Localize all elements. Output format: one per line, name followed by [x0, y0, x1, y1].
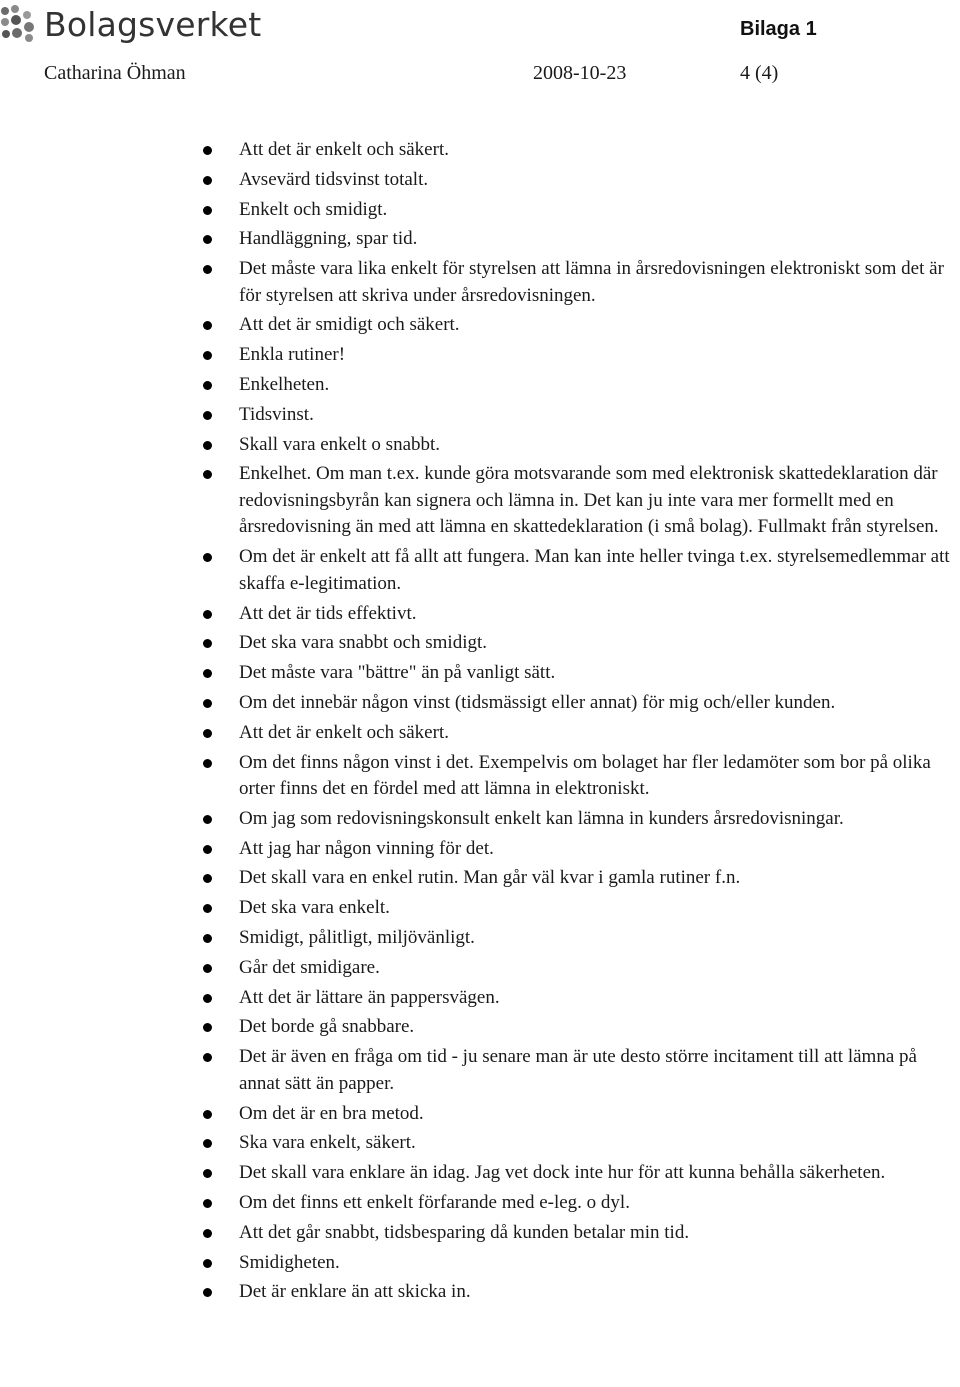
- bullet-icon: [203, 729, 212, 738]
- list-item-text: Om det finns någon vinst i det. Exempelvis om bolaget har fler ledamöter som bor på olika orter finns det en fördel med att lämna in elektroniskt.: [239, 751, 931, 800]
- list-item-text: Om det innebär någon vinst (tidsmässigt eller annat) för mig och/eller kunden.: [239, 691, 836, 713]
- list-item-text: Att jag har någon vinning för det.: [239, 837, 494, 859]
- bullet-icon: [203, 206, 212, 215]
- list-item: [0, 432, 960, 459]
- bullet-icon: [203, 1288, 212, 1297]
- list-item-text: Enkelheten.: [239, 374, 330, 396]
- list-item-text: Smidigt, pålitligt, miljövänligt.: [239, 927, 475, 949]
- list-item: [0, 1101, 960, 1128]
- list-item: [0, 806, 960, 833]
- list-item-text: Om det är enkelt att få allt att fungera. Man kan inte heller tvinga t.ex. styrelsemedlemmar att skaffa e-legitimation.: [239, 546, 950, 594]
- list-item: [0, 836, 960, 863]
- list-item-text: Smidigheten.: [239, 1251, 340, 1273]
- list-item-text: Det är enklare än att skicka in.: [239, 1281, 471, 1303]
- list-item: [0, 1130, 960, 1157]
- list-item-text: Det är även en fråga om tid - ju senare man är ute desto större incitament till att lämna på annat sätt än papper.: [239, 1046, 917, 1094]
- bullet-icon: [203, 639, 212, 648]
- bullet-icon: [203, 146, 212, 155]
- list-item-text: Enkelhet. Om man t.ex. kunde göra motsvarande som med elektronisk skattedeklaration där redovisningsbyrån kan signera och lämna in. Det kan ju inte vara mer formellt med en årsredovisning än med att lämna en skattedeklaration (i små bolag). Fullmakt från styrelsen.: [239, 463, 939, 538]
- list-item-text: Om jag som redovisningskonsult enkelt kan lämna in kunders årsredovisningar.: [239, 807, 844, 829]
- list-item-text: Det borde gå snabbare.: [239, 1016, 415, 1038]
- logo-text: Bolagsverket: [44, 4, 262, 44]
- list-item-text: Om det finns ett enkelt förfarande med e-leg. o dyl.: [239, 1191, 630, 1213]
- bullet-icon: [203, 1139, 212, 1148]
- list-item-text: Att det går snabbt, tidsbesparing då kunden betalar min tid.: [239, 1221, 690, 1243]
- list-item: [0, 955, 960, 982]
- list-item: [0, 720, 960, 747]
- list-item-text: Det måste vara lika enkelt för styrelsen att lämna in årsredovisningen elektroniskt som det är för styrelsen att skriva under årsredovisningen.: [239, 258, 944, 306]
- list-item-text: Går det smidigare.: [239, 956, 380, 978]
- list-item: [0, 402, 960, 429]
- list-item-text: Handläggning, spar tid.: [239, 228, 418, 250]
- attachment-label: Bilaga 1: [740, 18, 817, 40]
- bullet-icon: [203, 381, 212, 390]
- bullet-icon: [203, 904, 212, 913]
- bullet-icon: [203, 1169, 212, 1178]
- list-item-text: Att det är smidigt och säkert.: [239, 314, 460, 336]
- list-item-text: Att det är enkelt och säkert.: [239, 721, 449, 743]
- list-item: [0, 1044, 960, 1097]
- bullet-icon: [203, 610, 212, 619]
- list-item-text: Om det är en bra metod.: [239, 1102, 424, 1124]
- list-item-text: Det ska vara enkelt.: [239, 897, 390, 919]
- bullet-icon: [203, 1110, 212, 1119]
- list-item-text: Skall vara enkelt o snabbt.: [239, 433, 441, 455]
- list-item: [0, 226, 960, 253]
- answer-list: [0, 137, 960, 1309]
- list-item-text: Det ska vara snabbt och smidigt.: [239, 632, 488, 654]
- list-item: [0, 1220, 960, 1247]
- bullet-icon: [203, 470, 212, 479]
- bullet-icon: [203, 815, 212, 824]
- bullet-icon: [203, 1023, 212, 1032]
- list-item-text: Det skall vara enklare än idag. Jag vet dock inte hur för att kunna behålla säkerheten.: [239, 1162, 886, 1184]
- list-item: [0, 544, 960, 597]
- list-item: [0, 256, 960, 309]
- list-item: [0, 895, 960, 922]
- list-item: [0, 167, 960, 194]
- bullet-icon: [203, 845, 212, 854]
- list-item: [0, 925, 960, 952]
- list-item-text: Att det är tids effektivt.: [239, 602, 417, 624]
- list-item: [0, 630, 960, 657]
- bullet-icon: [203, 176, 212, 185]
- page-number: 4 (4): [740, 62, 779, 84]
- list-item: [0, 750, 960, 803]
- list-item: [0, 690, 960, 717]
- list-item-text: Ska vara enkelt, säkert.: [239, 1132, 416, 1154]
- list-item: [0, 1160, 960, 1187]
- bullet-icon: [203, 265, 212, 274]
- list-item: [0, 461, 960, 541]
- bullet-icon: [203, 1259, 212, 1268]
- list-item: [0, 197, 960, 224]
- list-item: [0, 1190, 960, 1217]
- document-date: 2008-10-23: [533, 62, 627, 84]
- bullet-icon: [203, 321, 212, 330]
- list-item: [0, 985, 960, 1012]
- list-item-text: Att det är enkelt och säkert.: [239, 139, 449, 160]
- bullet-icon: [203, 964, 212, 973]
- list-item-text: Enkla rutiner!: [239, 344, 346, 366]
- bullet-icon: [203, 411, 212, 420]
- list-item-text: Det skall vara en enkel rutin. Man går väl kvar i gamla rutiner f.n.: [239, 867, 741, 889]
- bullet-icon: [203, 934, 212, 943]
- bullet-icon: [203, 874, 212, 883]
- list-item-text: Tidsvinst.: [239, 403, 314, 425]
- logo: [0, 2, 261, 46]
- list-item-text: Enkelt och smidigt.: [239, 198, 388, 220]
- bullet-icon: [203, 351, 212, 360]
- bullet-icon: [203, 994, 212, 1003]
- bullet-icon: [203, 441, 212, 450]
- list-item-text: Att det är lättare än pappersvägen.: [239, 986, 500, 1008]
- list-item-text: Det måste vara "bättre" än på vanligt sätt.: [239, 662, 556, 684]
- list-item: [0, 601, 960, 628]
- bullet-icon: [203, 669, 212, 678]
- author-name: Catharina Öhman: [44, 62, 186, 84]
- list-item: [0, 137, 960, 164]
- list-item: [0, 1250, 960, 1277]
- list-item: [0, 1279, 960, 1306]
- list-item: [0, 372, 960, 399]
- list-item: [0, 865, 960, 892]
- bullet-icon: [203, 1229, 212, 1238]
- list-item: [0, 312, 960, 339]
- bullet-icon: [203, 553, 212, 562]
- list-item: [0, 342, 960, 369]
- bullet-icon: [203, 235, 212, 244]
- list-item: [0, 660, 960, 687]
- bolagsverket-logo-icon: [0, 5, 38, 43]
- bullet-icon: [203, 759, 212, 768]
- bullet-icon: [203, 699, 212, 708]
- bullet-icon: [203, 1199, 212, 1208]
- list-item-text: Avsevärd tidsvinst totalt.: [239, 168, 429, 190]
- list-item: [0, 1014, 960, 1041]
- bullet-icon: [203, 1053, 212, 1062]
